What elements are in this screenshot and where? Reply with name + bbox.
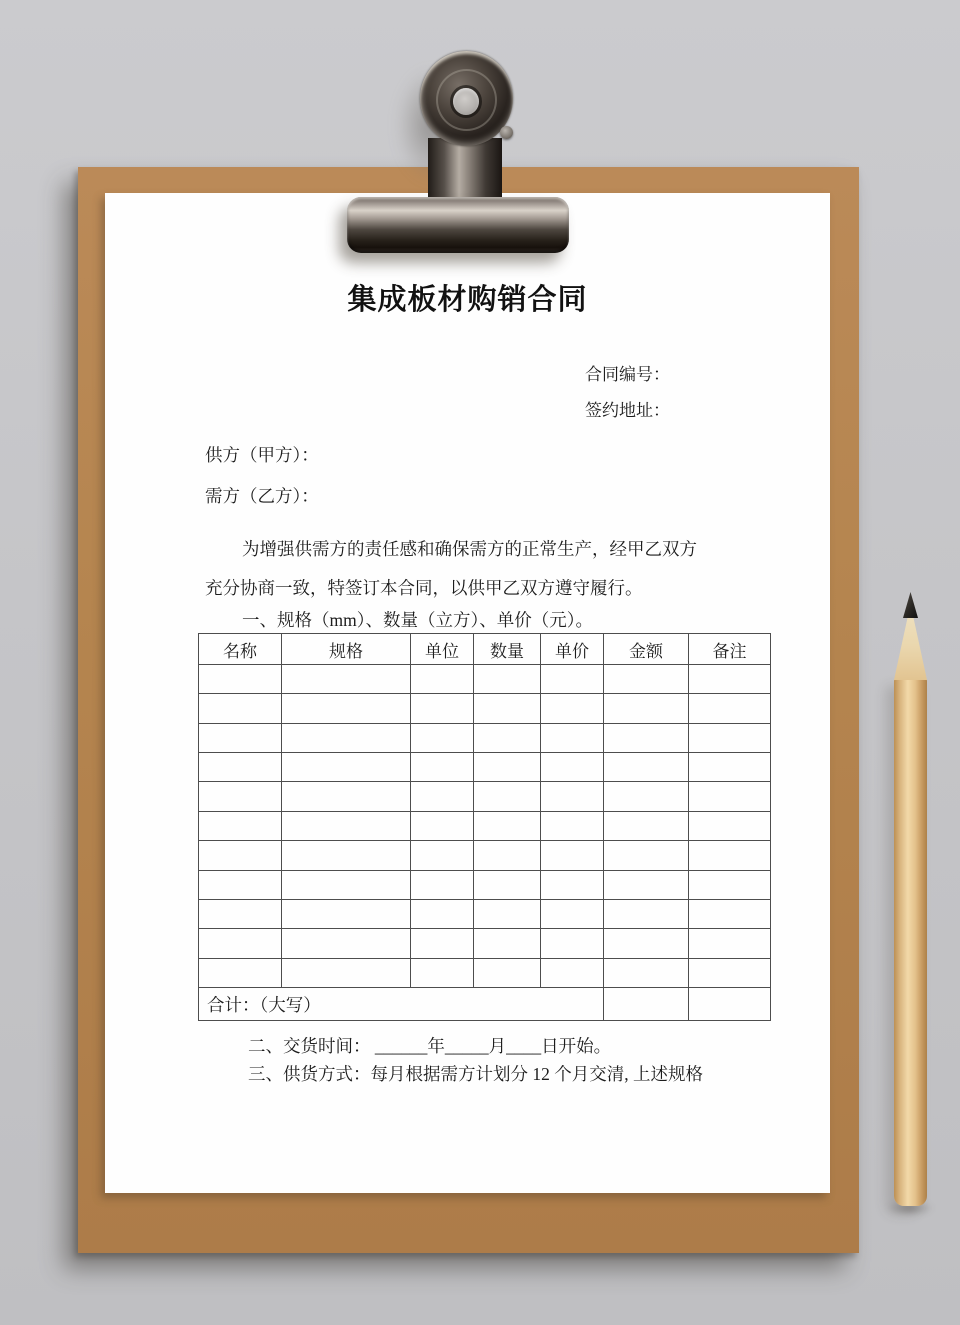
table-cell xyxy=(604,811,689,840)
table-cell xyxy=(282,782,411,811)
table-cell xyxy=(199,929,282,958)
col-header-unit-price: 单价 xyxy=(541,634,604,665)
table-cell xyxy=(411,723,474,752)
table-header-row xyxy=(199,634,771,665)
spec-table xyxy=(198,633,771,1021)
pencil-graphite-tip xyxy=(903,592,918,618)
table-cell xyxy=(604,723,689,752)
table-cell xyxy=(474,958,541,987)
table-row xyxy=(199,811,771,840)
table-cell xyxy=(411,841,474,870)
table-cell xyxy=(411,870,474,899)
table-cell xyxy=(282,665,411,694)
table-cell xyxy=(604,958,689,987)
table-cell xyxy=(199,694,282,723)
table-cell xyxy=(199,665,282,694)
total-remarks-cell xyxy=(689,988,771,1021)
table-total-row xyxy=(199,988,771,1021)
table-cell xyxy=(541,811,604,840)
table-cell xyxy=(282,870,411,899)
table-cell xyxy=(541,841,604,870)
table-row xyxy=(199,694,771,723)
preamble-line-2: 充分协商一致，特签订本合同，以供甲乙双方遵守履行。 xyxy=(205,578,643,598)
table-cell xyxy=(474,870,541,899)
table-row xyxy=(199,870,771,899)
table-cell xyxy=(282,811,411,840)
table-cell xyxy=(689,870,771,899)
table-cell xyxy=(541,782,604,811)
contract-number-label: 合同编号： xyxy=(585,365,670,384)
table-cell xyxy=(541,929,604,958)
table-cell xyxy=(474,899,541,928)
table-cell xyxy=(199,958,282,987)
table-cell xyxy=(604,694,689,723)
table-cell xyxy=(541,694,604,723)
table-cell xyxy=(411,929,474,958)
section-1-heading: 一、规格（mm）、数量（立方）、单价（元）。 xyxy=(242,610,593,630)
col-header-name: 名称 xyxy=(199,634,282,665)
table-cell xyxy=(604,899,689,928)
table-cell xyxy=(199,811,282,840)
table-cell xyxy=(604,841,689,870)
table-empty-rows xyxy=(199,665,771,988)
table-row xyxy=(199,782,771,811)
table-cell xyxy=(541,723,604,752)
table-cell xyxy=(199,782,282,811)
table-cell xyxy=(541,870,604,899)
binder-clip-hole xyxy=(453,88,479,115)
preamble-line-1: 为增强供需方的责任感和确保需方的正常生产，经甲乙双方 xyxy=(242,539,697,559)
page-title: 集成板材购销合同 xyxy=(347,284,588,316)
binder-clip-screw xyxy=(500,126,513,139)
table-cell xyxy=(604,753,689,782)
table-cell xyxy=(541,958,604,987)
table-cell xyxy=(282,753,411,782)
table-cell xyxy=(199,870,282,899)
table-cell xyxy=(474,929,541,958)
table-cell xyxy=(411,811,474,840)
table-cell xyxy=(541,899,604,928)
table-cell xyxy=(689,665,771,694)
signing-address-label: 签约地址： xyxy=(585,401,670,420)
table-cell xyxy=(411,899,474,928)
table-cell xyxy=(282,929,411,958)
table-cell xyxy=(541,665,604,694)
table-cell xyxy=(689,694,771,723)
table-cell xyxy=(689,899,771,928)
table-row xyxy=(199,841,771,870)
table-cell xyxy=(541,753,604,782)
table-cell xyxy=(689,958,771,987)
table-cell xyxy=(199,841,282,870)
table-cell xyxy=(474,811,541,840)
table-cell xyxy=(689,841,771,870)
table-cell xyxy=(282,694,411,723)
table-cell xyxy=(411,665,474,694)
table-cell xyxy=(282,841,411,870)
pencil-body xyxy=(894,678,927,1206)
table-cell xyxy=(282,958,411,987)
table-cell xyxy=(411,753,474,782)
table-cell xyxy=(474,841,541,870)
table-cell xyxy=(474,694,541,723)
table-cell xyxy=(604,665,689,694)
table-cell xyxy=(282,899,411,928)
table-cell xyxy=(411,782,474,811)
table-row xyxy=(199,753,771,782)
col-header-unit: 单位 xyxy=(411,634,474,665)
table-cell xyxy=(689,753,771,782)
table-cell xyxy=(199,723,282,752)
table-cell xyxy=(689,723,771,752)
total-amount-cell xyxy=(604,988,689,1021)
table-cell xyxy=(199,753,282,782)
table-cell xyxy=(474,753,541,782)
table-cell xyxy=(689,929,771,958)
table-cell xyxy=(689,782,771,811)
table-cell xyxy=(411,958,474,987)
table-cell xyxy=(474,723,541,752)
table-cell xyxy=(282,723,411,752)
total-label-cell: 合计：（大写） xyxy=(199,988,604,1021)
table-cell xyxy=(474,782,541,811)
section-2-clause: 二、交货时间： ______年_____月____日开始。 xyxy=(248,1036,612,1056)
table-row xyxy=(199,899,771,928)
table-row xyxy=(199,929,771,958)
table-row xyxy=(199,723,771,752)
col-header-spec: 规格 xyxy=(282,634,411,665)
section-3-clause: 三、供货方式：每月根据需方计划分 12 个月交清, 上述规格 xyxy=(248,1064,703,1084)
table-row xyxy=(199,665,771,694)
table-cell xyxy=(474,665,541,694)
table-cell xyxy=(604,929,689,958)
col-header-quantity: 数量 xyxy=(474,634,541,665)
buyer-party-label: 需方（乙方）： xyxy=(205,486,319,506)
supplier-party-label: 供方（甲方）： xyxy=(205,445,319,465)
table-row xyxy=(199,958,771,987)
col-header-remarks: 备注 xyxy=(689,634,771,665)
table-cell xyxy=(199,899,282,928)
contract-document xyxy=(105,193,830,1193)
table-cell xyxy=(411,694,474,723)
table-cell xyxy=(689,811,771,840)
table-cell xyxy=(604,870,689,899)
pencil xyxy=(894,592,927,1206)
col-header-amount: 金额 xyxy=(604,634,689,665)
table-cell xyxy=(604,782,689,811)
